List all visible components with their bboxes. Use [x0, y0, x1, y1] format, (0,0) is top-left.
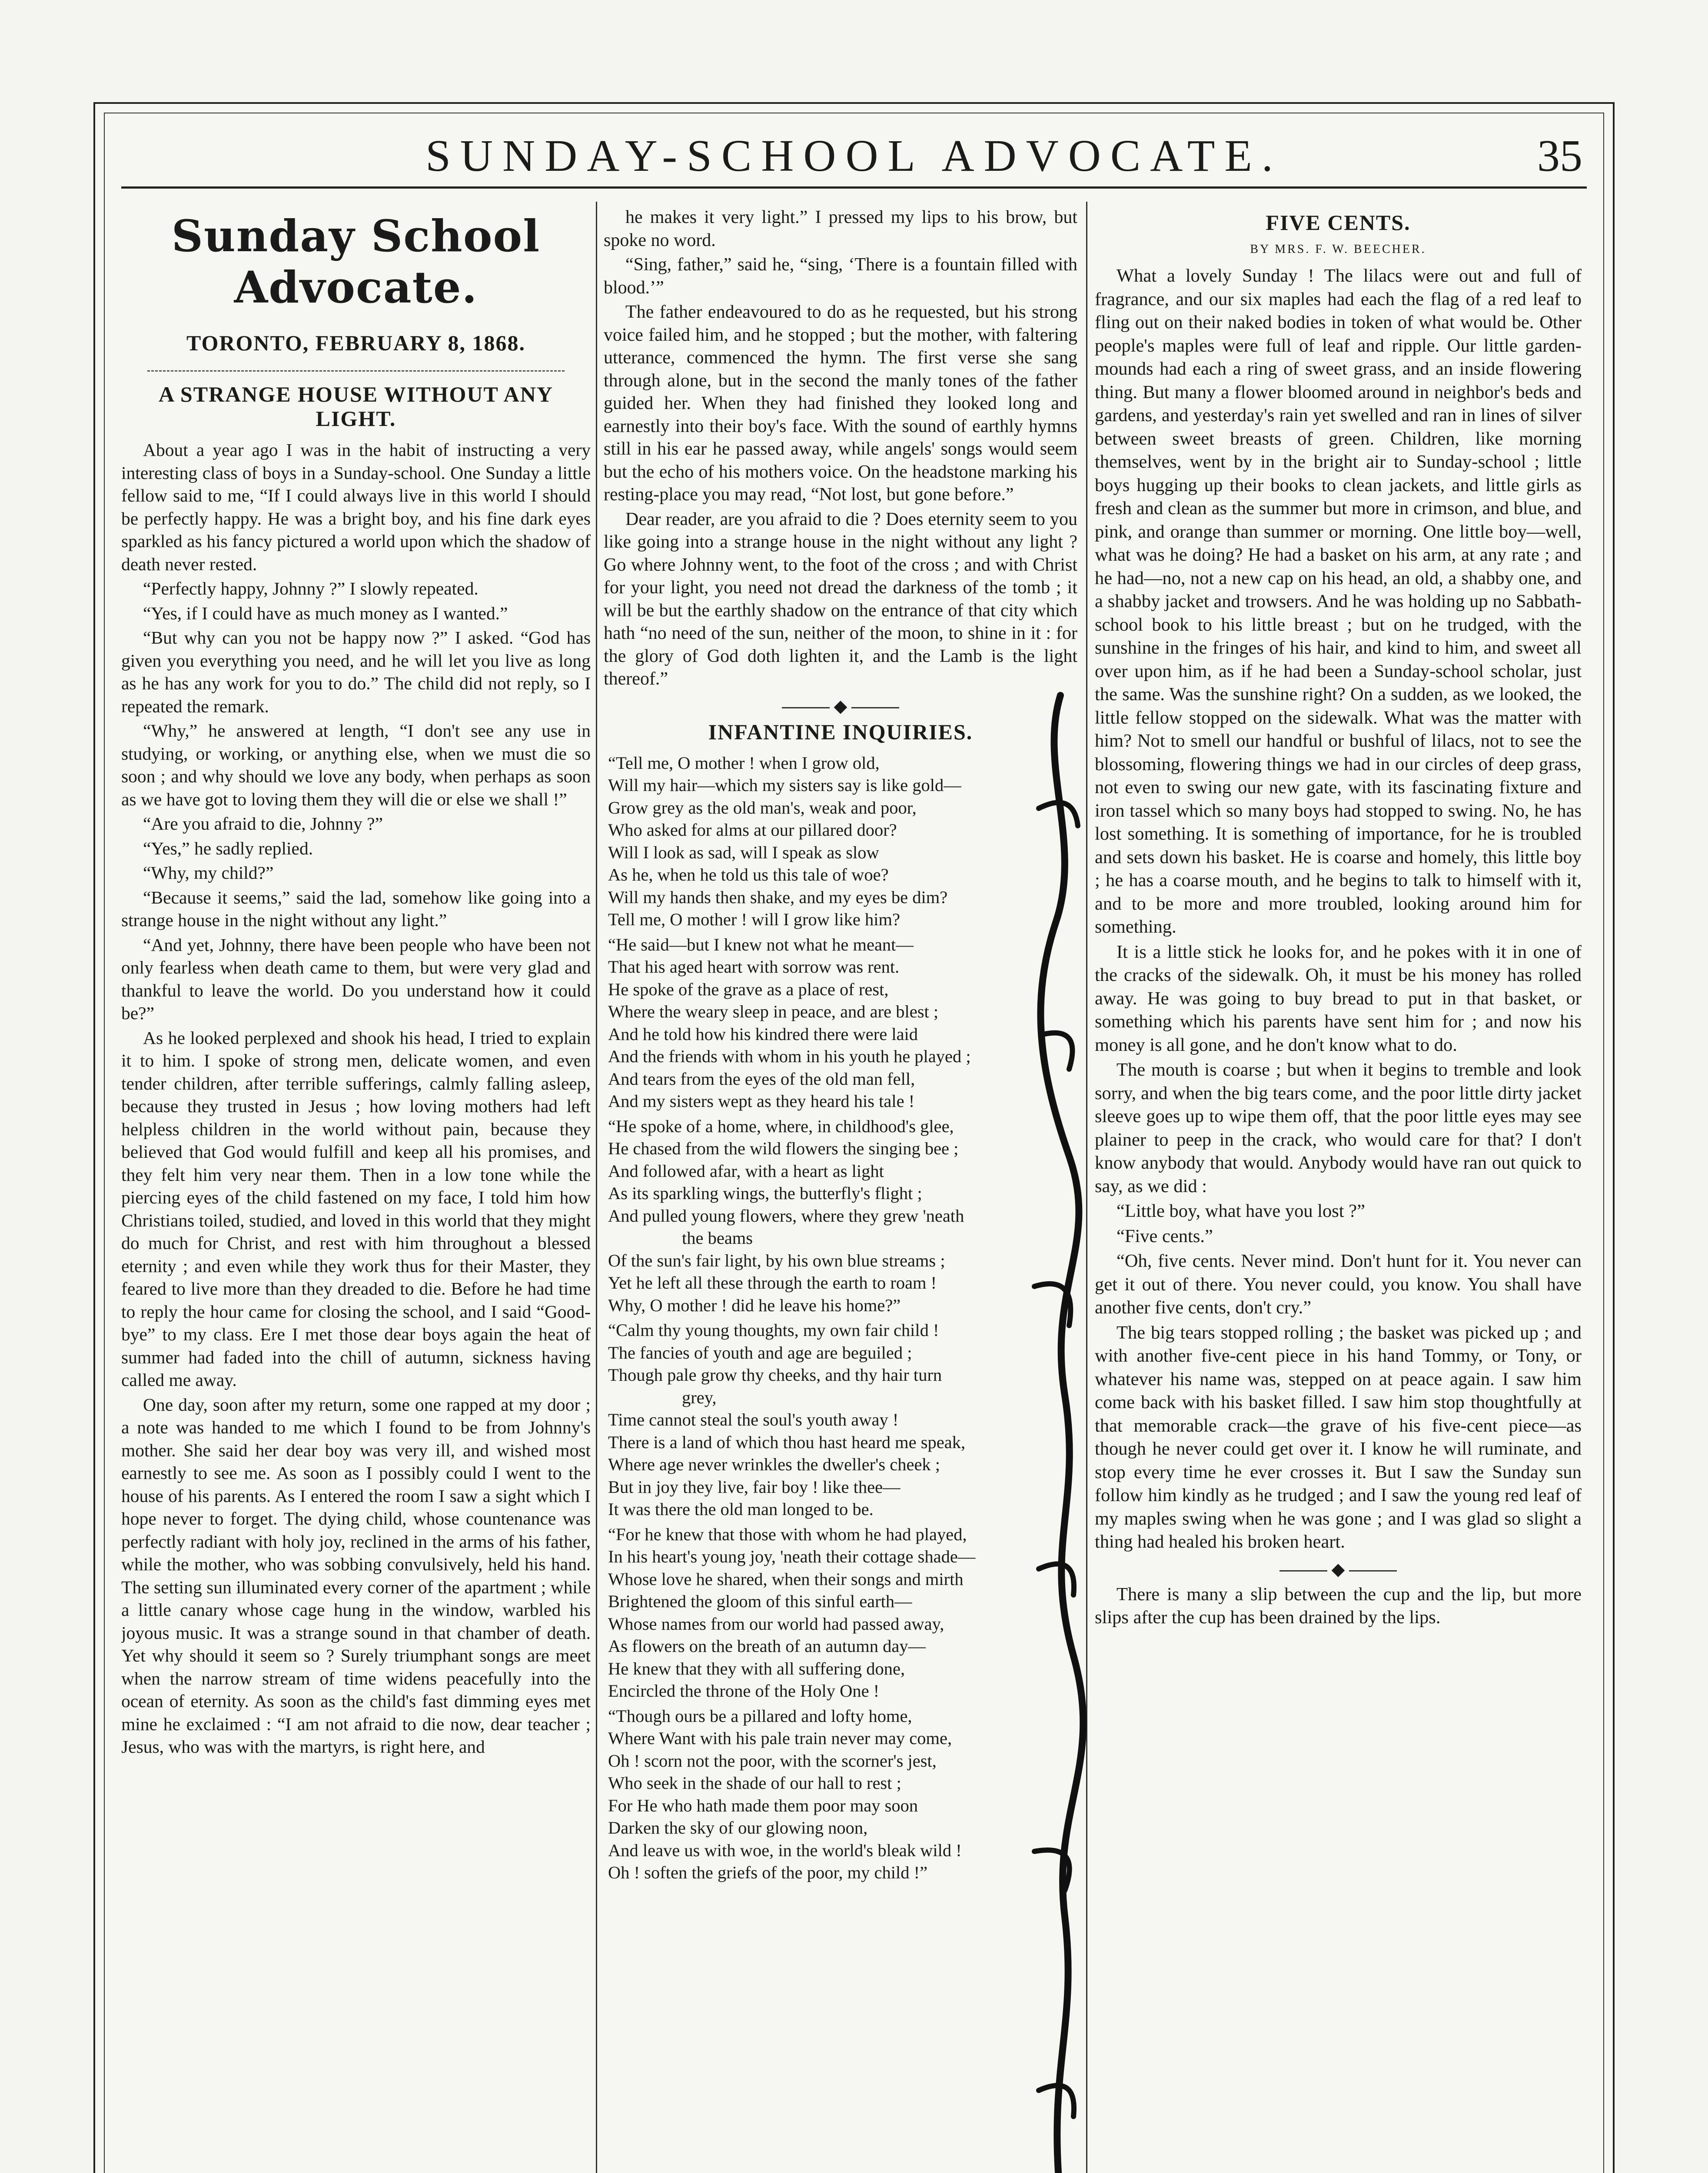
paragraph: Dear reader, are you afraid to die ? Does eternity seem to you like going into a strange house in the night without any light ? Go where Johnny went, to the foot of the cross ; and with Christ for your light, you need not dread the darkness of the tomb ; it will be but the earthly shadow on the entrance of that city which hath “no need of the sun, neither of the moon, to shine in it : for the glory of God doth lighten it, and the Lamb is the light thereof.” — [604, 509, 1077, 689]
poem-line: He chased from the wild flowers the singing bee ; — [608, 1139, 959, 1158]
poem-line: He knew that they with all suffering done, — [608, 1658, 905, 1678]
poem-line: He spoke of the grave as a place of rest, — [608, 979, 889, 999]
paragraph: About a year ago I was in the habit of instructing a very interesting class of boys in a Sunday-school. One Sunday a little fellow said to me, “If I could always live in this world I should be perfectly happy. He was a bright boy, and his fine dark eyes sparkled as his fancy pictured a world upon which the shadow of death never rested. — [121, 440, 591, 574]
poem-line: “Though ours be a pillared and lofty home, — [608, 1706, 912, 1726]
section-ornament: ◆ — [1095, 1559, 1582, 1579]
poem-line: grey, — [682, 1387, 717, 1407]
poem-line: Brightened the gloom of this sinful earth— — [608, 1592, 912, 1611]
paragraph: The mouth is coarse ; but when it begins to tremble and look sorry, and when the big tears come, and the poor little dirty jacket sleeve goes up to wipe them off, that the poor little eyes may see plainer to peep in the crack, who would care for that? I don't know anybody that would. Anybody would have ran out quick to say, as we did : — [1095, 1060, 1582, 1196]
paragraph: It is a little stick he looks for, and he pokes with it in one of the cracks of the sidewalk. Oh, it must be his money has rolled away. He was going to buy bread to put in that basket, or something which his parents have sent him for ; and now his money is all gone, and he don't know what to do. — [1095, 941, 1582, 1055]
paragraph: he makes it very light.” I pressed my lips to his brow, but spoke no word. — [604, 207, 1077, 250]
closing-note: There is many a slip between the cup and the lip, but more slips after the cup has been drained by the lips. — [1095, 1584, 1582, 1628]
paragraph: “And yet, Johnny, there have been people who have been not only fearless when death came to them, but were very glad and thankful to leave the world. Do you understand how it could be?” — [121, 934, 591, 1023]
poem-line: Grow grey as the old man's, weak and poor, — [608, 797, 917, 817]
paragraph: “Yes, if I could have as much money as I wanted.” — [143, 603, 508, 623]
paragraph: The big tears stopped rolling ; the basket was picked up ; and with another five-cent piece in his hand Tommy, or Tony, or whatever his name was, stepped on at peace again. I saw him come back with his basket filled. I saw him stop thoughtfully at that memorable crack—the grave of his five-cent piece—as though he never could get over it. I know he will ruminate, and stop every time he ever crosses it. But I saw the Sunday sun follow him kindly as he trudged ; and I saw the young red leaf of my maples swing when he was gone ; and I was glad so slight a thing had healed his broken heart. — [1095, 1322, 1582, 1552]
handwritten-signature — [1013, 678, 1108, 2173]
poem-line: “Calm thy young thoughts, my own fair child ! — [608, 1320, 939, 1340]
poem-line: Where Want with his pale train never may come, — [608, 1728, 952, 1748]
column-2 — [604, 206, 1077, 2173]
poem-line: It was there the old man longed to be. — [608, 1499, 874, 1519]
poem-line: That his aged heart with sorrow was rent. — [608, 957, 900, 977]
poem-line: Darken the sky of our glowing noon, — [608, 1818, 868, 1837]
column-divider — [596, 202, 597, 2173]
poem-line: And he told how his kindred there were laid — [608, 1024, 918, 1044]
poem-line: Why, O mother ! did he leave his home?” — [608, 1295, 901, 1315]
poem-line: Oh ! soften the griefs of the poor, my child !” — [608, 1863, 928, 1882]
paragraph: As he looked perplexed and shook his head, I tried to explain it to him. I spoke of strong men, delicate women, and even tender children, after terrible sufferings, calmly falling asleep, because they trusted in Jesus ; how loving mothers had left helpless children in the world without pain, because they believed that God would fulfill and keep all his promises, and they felt him very near them. Then in a low tone while the piercing eyes of the child fastened on my face, I told him how Christians toiled, studied, and loved in this world that they might do much for Christ, and rest with him throughout a blessed eternity ; and even while they work thus for their Master, they feared to live more than they dreaded to die. Before he had time to reply the hour came for closing the school, and I said “Good-bye” to my class. Ere I met those dear boys again the heat of summer had faded into the chill of autumn, sickness having called me away. — [121, 1027, 591, 1390]
poem-line: Will my hands then shake, and my eyes be dim? — [608, 887, 948, 907]
poem-line: Where age never wrinkles the dweller's cheek ; — [608, 1455, 940, 1474]
poem-line: Oh ! scorn not the poor, with the scorner's jest, — [608, 1751, 937, 1771]
paragraph: “Why,” he answered at length, “I don't see any use in studying, or working, or anything else, when we must die so soon ; and why should we love any body, when perhaps as soon as we have got to loving them they will die or else we shall !” — [121, 721, 591, 809]
poem-line: Of the sun's fair light, by his own blue streams ; — [608, 1250, 945, 1270]
poem-line: And followed afar, with a heart as light — [608, 1161, 884, 1181]
paragraph: “Little boy, what have you lost ?” — [1117, 1201, 1366, 1221]
poem-line: Tell me, O mother ! will I grow like him? — [608, 910, 901, 929]
poem-line: And tears from the eyes of the old man fell, — [608, 1069, 915, 1089]
paragraph: “Sing, father,” said he, “sing, ‘There is a fountain filled with blood.’” — [604, 255, 1077, 298]
section-ornament: ◆ — [604, 696, 1077, 716]
dateline: TORONTO, FEBRUARY 8, 1868. — [186, 331, 525, 355]
poem-line: “For he knew that those with whom he had played, — [608, 1524, 967, 1544]
poem-line: And leave us with woe, in the world's bleak wild ! — [608, 1840, 962, 1860]
poem-line: Whose names from our world had passed away, — [608, 1614, 944, 1634]
column-3 — [1095, 206, 1582, 2173]
article-body — [1095, 264, 1582, 1554]
poem-line: But in joy they live, fair boy ! like thee— — [608, 1477, 901, 1497]
masthead: Sunday School Advocate. — [171, 210, 541, 313]
poem-line: Whose love he shared, when their songs and mirth — [608, 1569, 964, 1589]
paragraph: “Because it seems,” said the lad, somehow like going into a strange house in the night without any light.” — [121, 887, 591, 930]
paragraph: “Perfectly happy, Johnny ?” I slowly repeated. — [143, 578, 479, 598]
poem-line: Where the weary sleep in peace, and are blest ; — [608, 1002, 939, 1021]
paragraph: “But why can you not be happy now ?” I asked. “God has given you everything you need, and he will let you live as long as he has any work for you to do.” The child did not reply, so I repeated the remark. — [121, 628, 591, 716]
poem — [604, 752, 1077, 1884]
poem-line: Will I look as sad, will I speak as slow — [608, 842, 879, 862]
poem-line: Time cannot steal the soul's youth away ! — [608, 1410, 899, 1429]
poem-line: Yet he left all these through the earth to roam ! — [608, 1273, 937, 1293]
article-title: A STRANGE HOUSE WITHOUT ANY LIGHT. — [159, 382, 553, 431]
poem-line: Though pale grow thy cheeks, and thy hair turn — [608, 1365, 942, 1385]
paragraph: What a lovely Sunday ! The lilacs were out and full of fragrance, and our six maples had each the flag of a red leaf to fling out on their naked bodies in token of what would be. Other people's maples were full of leaf and ripple. Our little garden-mounds had each a ring of sweet grass, and an inside flowering thing. But many a flower bloomed around in neighbor's beds and gardens, and yesterday's rain yet swelled and ran in lines of silver between sweet breasts of green. Children, like morning themselves, went by in the bright air to Sunday-school ; little boys hugging up their books to clean jackets, and little girls as fresh and clean as the summer but more in crimson, and blue, and pink, and orange than summer or morning. One little boy—well, what was he doing? He had a basket on his arm, at any rate ; and he had—no, not a new cap on his head, an old, a shabby one, and a shabby jacket and trowsers. And he was holding up no Sabbath-school book to his little breast ; but on he trudged, with the sunshine in the fringes of his hair, and kind to him, and sweet all over upon him, as if he had been a Sunday-school scholar, just the same. Was the sunshine right? On a sudden, as we looked, the little fellow stopped on the sidewalk. What was the matter with him? Not to smell our handful or bushful of lilacs, not to see the blossoming, flowering things we had in our circles of deep grass, not even to swing our new gate, with its fascinating fixture and iron tassel which so many boys had stopped to swing. No, he has lost something. It is something of importance, for he is troubled and sets down his basket. He is coarse and homely, this little boy ; he has a coarse mouth, and he begins to talk to himself with it, and to be more and more troubled, looking around him for something. — [1095, 266, 1582, 937]
article-body — [121, 439, 591, 1758]
page-header — [121, 126, 1587, 189]
poem-line: Who seek in the shade of our hall to rest ; — [608, 1773, 901, 1793]
publication-title: SUNDAY-SCHOOL ADVOCATE. — [425, 131, 1283, 181]
article-title: FIVE CENTS. — [1266, 210, 1411, 235]
poem-line: There is a land of which thou hast heard me speak, — [608, 1432, 966, 1452]
poem-line: And pulled young flowers, where they grew 'neath — [608, 1206, 964, 1226]
paragraph: “Five cents.” — [1117, 1226, 1213, 1246]
poem-line: “Tell me, O mother ! when I grow old, — [608, 753, 880, 773]
paragraph: “Are you afraid to die, Johnny ?” — [143, 814, 383, 834]
poem-line: As flowers on the breath of an autumn day— — [608, 1636, 926, 1656]
paragraph: The father endeavoured to do as he requested, but his strong voice failed him, and he stopped ; but the mother, with faltering utterance, commenced the hymn. The first verse she sang through alone, but in the second the manly tones of the father guided her. When they had finished they looked long and earnestly into their boy's face. With the sound of earthly hymns still in his ear he passed away, while angels' songs would seem but the echo of his mothers voice. On the headstone marking his resting-place you may read, “Not lost, but gone before.” — [604, 302, 1077, 505]
poem-line: Will my hair—which my sisters say is like gold— — [608, 775, 961, 795]
paragraph: “Why, my child?” — [143, 863, 274, 883]
poem-line: The fancies of youth and age are beguiled ; — [608, 1342, 912, 1362]
newspaper-page — [93, 102, 1615, 2173]
poem-line: As he, when he told us this tale of woe? — [608, 865, 889, 884]
poem-line: As its sparkling wings, the butterfly's flight ; — [608, 1183, 922, 1203]
poem-title: INFANTINE INQUIRIES. — [708, 719, 973, 744]
paragraph: “Yes,” he sadly replied. — [143, 838, 313, 858]
poem-line: “He said—but I knew not what he meant— — [608, 934, 914, 954]
page-number: 35 — [1537, 131, 1582, 181]
paragraph: “Oh, five cents. Never mind. Don't hunt for it. You never can get it out of there. You never could, you know. You shall have another five cents, don't cry.” — [1095, 1251, 1582, 1318]
poem-line: “He spoke of a home, where, in childhood's glee, — [608, 1116, 954, 1136]
poem-line: For He who hath made them poor may soon — [608, 1795, 918, 1815]
poem-line: Encircled the throne of the Holy One ! — [608, 1681, 880, 1701]
paragraph: One day, soon after my return, some one rapped at my door ; a note was handed to me which I found to be from Johnny's mother. She said her dear boy was very ill, and wished most earnestly to see me. As soon as I possibly could I went to the house of his parents. As I entered the room I saw a sight which I hope never to forget. The dying child, whose countenance was perfectly radiant with holy joy, reclined in the arms of his father, while the mother, who was sobbing convulsively, held his hand. The setting sun illuminated every corner of the apartment ; while a little canary whose cage hung in the window, warbled his joyous music. It was a strange sound in that chamber of death. Yet why should it seem so ? Surely triumphant songs are meet when the narrow stream of time widens peacefully into the ocean of eternity. As soon as the child's fast dimming eyes met mine he exclaimed : “I am not afraid to die now, dear teacher ; Jesus, who was with the martyrs, is right here, and — [121, 1394, 591, 1757]
byline: BY MRS. F. W. BEECHER. — [1250, 243, 1426, 256]
poem-line: And my sisters wept as they heard his tale ! — [608, 1091, 915, 1111]
poem-line: In his heart's young joy, 'neath their cottage shade— — [608, 1547, 976, 1566]
poem-line: the beams — [682, 1228, 753, 1248]
poem-line: And the friends with whom in his youth he played ; — [608, 1047, 971, 1066]
column-1 — [121, 206, 591, 2173]
article-body-continued — [604, 206, 1077, 691]
divider — [147, 364, 565, 372]
poem-line: Who asked for alms at our pillared door? — [608, 820, 897, 840]
